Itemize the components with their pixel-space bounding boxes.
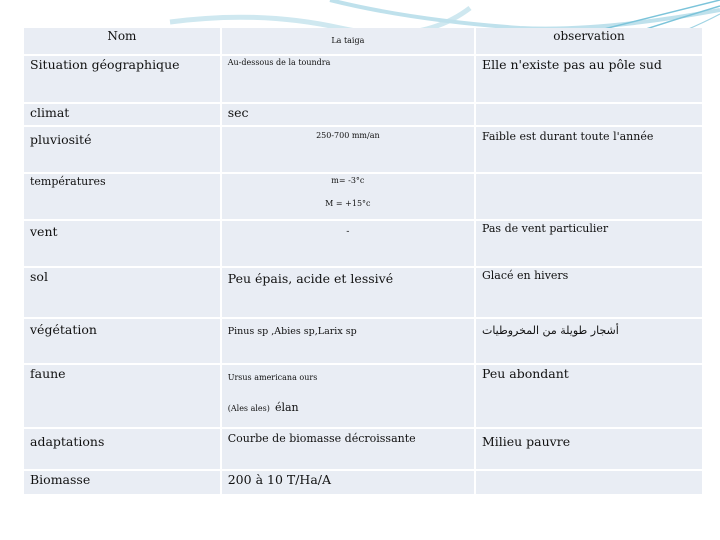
taiga-table	[22, 26, 704, 496]
table-row	[24, 268, 702, 317]
row-label: végétation	[24, 319, 220, 364]
row-label: Situation géographique	[24, 56, 220, 103]
temperature-max: M = +15°c	[325, 198, 371, 208]
row-value	[222, 365, 474, 426]
row-label: températures	[24, 174, 220, 219]
fauna-ursus: Ursus americana ours	[227, 373, 318, 383]
row-value: Courbe de biomasse décroissante	[222, 429, 474, 470]
row-observation: Pas de vent particulier	[476, 221, 702, 266]
fauna-elan: élan	[274, 400, 299, 414]
row-observation	[476, 104, 702, 124]
table-row	[24, 104, 702, 124]
row-value	[222, 174, 474, 219]
row-label: vent	[24, 221, 220, 266]
row-value: Pinus sp ,Abies sp,Larix sp	[222, 319, 474, 364]
row-label: Biomasse	[24, 471, 220, 494]
row-observation: Peu abondant	[476, 365, 702, 426]
table-row	[24, 56, 702, 103]
row-observation	[476, 174, 702, 219]
row-value: Peu épais, acide et lessivé	[222, 268, 474, 317]
table-row	[24, 319, 702, 364]
row-value: Au-dessous de la toundra	[222, 56, 474, 103]
row-observation: Glacé en hivers	[476, 268, 702, 317]
row-value: 200 à 10 T/Ha/A	[222, 471, 474, 494]
row-observation: Faible est durant toute l'année	[476, 127, 702, 172]
table-row	[24, 127, 702, 172]
header-taiga: La taiga	[222, 28, 474, 54]
row-label: climat	[24, 104, 220, 124]
header-observation: observation	[476, 28, 702, 54]
header-nom: Nom	[24, 28, 220, 54]
row-value: sec	[222, 104, 474, 124]
table-row	[24, 174, 702, 219]
row-label: sol	[24, 268, 220, 317]
row-label: adaptations	[24, 429, 220, 470]
table-row	[24, 221, 702, 266]
row-observation: Milieu pauvre	[476, 429, 702, 470]
row-value: -	[222, 221, 474, 266]
row-observation: أشجار طويلة من المخروطيات	[476, 319, 702, 364]
row-observation	[476, 471, 702, 494]
row-value: 250-700 mm/an	[222, 127, 474, 172]
temperature-min: m= -3°c	[331, 175, 365, 185]
row-label: pluviosité	[24, 127, 220, 172]
fauna-alces-latin: (Ales ales)	[227, 403, 270, 413]
table-header-row	[24, 28, 702, 54]
table-row	[24, 471, 702, 494]
table-row	[24, 429, 702, 470]
row-observation: Elle n'existe pas au pôle sud	[476, 56, 702, 103]
row-label: faune	[24, 365, 220, 426]
table-row	[24, 365, 702, 426]
